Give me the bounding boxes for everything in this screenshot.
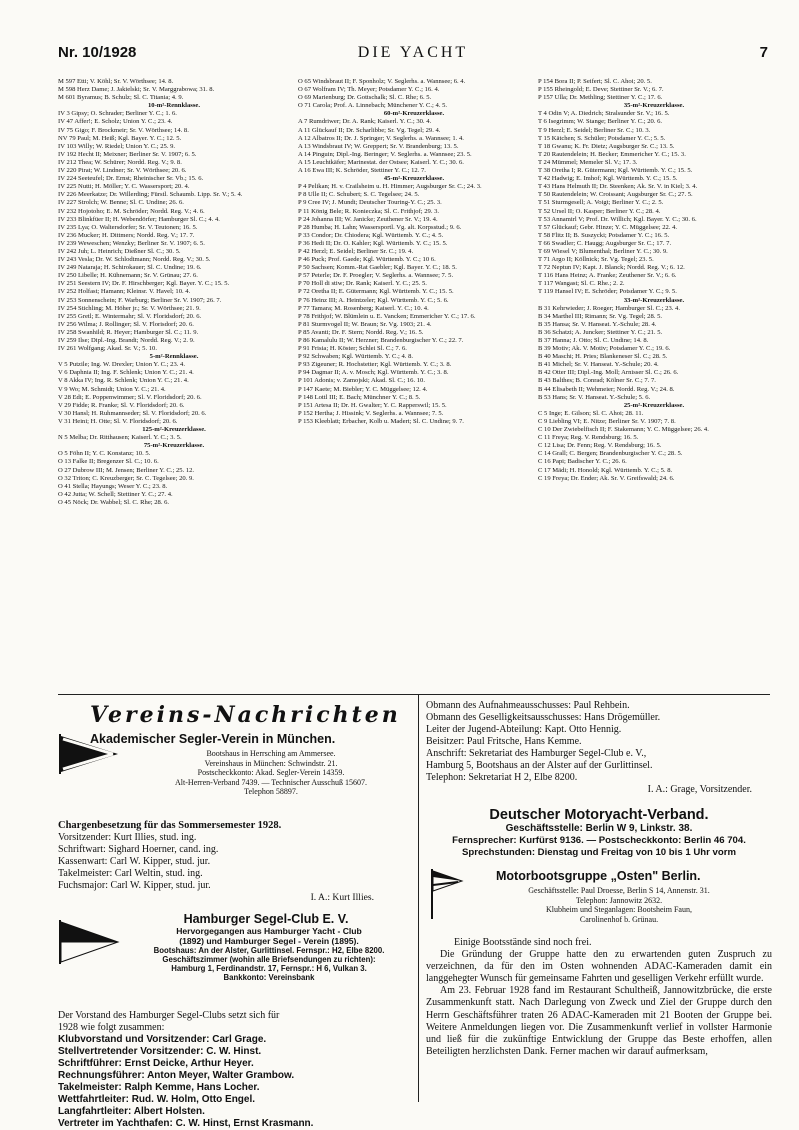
yacht-entry: A 7 Rumdriwer; Dr. A. Rank; Kaiserl. Y. C.; 30. 4. [298,118,432,126]
yacht-entry: O 71 Carola; Prof. A. Linnebach; Münchener Y. C.; 4. 5. [298,102,448,110]
yacht-entry: A 16 Ewa III; K. Schröder, Stettiner Y. C.; 12. 7. [298,167,426,175]
yacht-entry: B 53 Hans; Sr. V. Hanseat. Y.-Schule; 5. 6. [538,393,651,401]
board-line: Vertreter im Yachthafen: C. W. Hinst, Ernst Krasmann. [58,1118,314,1129]
yacht-entry: V 8 Akka IV; Ing. R. Schlenk; Union Y. C.; 21. 4. [58,377,189,385]
officer-line: Takelmeister: Carl Weltin, stud. ing. [58,868,203,879]
hsc-intro [58,1010,414,1034]
yacht-entry: P 151 Artesa II; Dr. H. Gwalter; Y. C. Rapperswil; 15. 5. [298,401,447,409]
yacht-entry: M 598 Herz Dame; J. Jakielski; Sr. V. Marggrabowa; 31. 8. [58,86,215,94]
yacht-entry: B 41 Michel; Sr. V. Hanseat. Y.-Schule; 20. 4. [538,361,659,369]
yacht-entry: T 58 Flitz II; B. Suszycki; Potsdamer Y. C.; 16. 5. [538,231,670,239]
asv-burgee-icon [58,734,120,774]
board-line: Beisitzer: Paul Fritsche, Hans Kemme. [426,736,582,747]
yacht-entry: IV 192 Hecht II; Meixner; Berliner Sr. V. 1907; 6. 5. [58,150,197,158]
info-line: Bootshaus in Herrsching am Ammersee. [206,749,336,758]
yacht-entry: V 6 Daphnia II; Ing. F. Schlenk; Union Y. C.; 21. 4. [58,369,194,377]
info-line: Bankkonto: Vereinsbank [223,973,315,982]
yacht-entry: B 35 Hansa; Sr. V. Hanseat. Y.-Schule; 28. 4. [538,320,657,328]
yacht-entry: T 117 Wangast; Sl. C. Rhe.; 2. 2. [538,280,625,288]
yacht-entry: P 86 Kamalulu II; W. Herzner; Brandenburgischer Y. C.; 22. 7. [298,337,464,344]
yacht-entry: IV 252 Holfast; Hamann; Kleinsr. V. Havel; 10. 4. [58,288,191,296]
osten-text [426,937,772,1058]
officer-line: Fuchsmajor: Carl W. Kipper, stud. jur. [58,880,211,891]
osten-paragraph-1: Einige Bootsstände sind noch frei. [454,937,592,948]
yacht-entry: B 44 Elisabeth II; Wehmeier; Nordd. Reg. V.; 24. 8. [538,385,675,393]
yacht-entry: T 38 Oretha I; R. Gütermann; Kgl. Württemb. Y. C.; 15. 5. [538,167,693,175]
osten-paragraph-2: Die Gründung der Gruppe hatte den zu erwartenden guten Zuspruch zu verzeichnen, da für den im Osten wohnenden ADAC-Kameraden damit ein langgehegter Wunsch für gemeinsame Fahrten und geselligen Verkehr erfüllt wurde. [426,949,772,985]
yacht-entry: P 147 Kaete; M. Biebler; Y. C. Müggelsee; 12. 4. [298,385,428,393]
yacht-entry: V 29 Fidde; R. Franke; Sl. V. Floridsdorf; 20. 6. [58,401,185,409]
yacht-entry: P 36 Hedi II; Dr. O. Kahler; Kgl. Württemb. Y. C.; 15. 5. [298,239,448,247]
asv-block [58,732,414,820]
yacht-entry: IV 75 Gigo; F. Brockmeir; Sr. V. Wörthsee; 14. 8. [58,126,189,134]
board-line: Anschrift: Sekretariat des Hamburger Segel-Club e. V., [426,748,647,759]
yacht-entry: P 94 Dagmar II; A. v. Mosch; Kgl. Württemb. Y. C.; 3. 8. [298,369,449,377]
yacht-entry: IV 243 Vesla; Dr. W. Schlodtmann; Nordd. Reg. V.; 30. 5. [58,256,211,264]
yacht-entry: P 77 Tamara; M. Rosenberg; Kaiserl. Y. C.; 10. 4. [298,304,429,312]
yacht-entry: IV 233 Blinkfüer II; H. Webendörfer; Hamburger Sl. C.; 4. 4. [58,215,220,223]
yacht-entry: N 5 Melba; Dr. Ritthausen; Kaiserl. Y. C.; 3. 5. [58,434,182,442]
yacht-entry: P 154 Bora II; P. Seifert; Sl. C. Ahoi; 20. 5. [538,78,652,85]
osten-burgee-icon [430,869,464,919]
yacht-entry: P 85 Avanti; Dr. F. Stern; Nordd. Reg. V.; 16. 5. [298,328,424,336]
yacht-entry: T 66 Swadler; C. Haugg; Augsburger Sr. C.; 17. 7. [538,239,672,247]
yacht-entry: O 65 Windsbraut II; F. Sponholz; V. Seglerhs. a. Wannsee; 6. 4. [298,78,466,85]
yacht-entry: NV 79 Paul; M. Heiß; Kgl. Bayer. Y. C.; 12. 5. [58,134,182,142]
info-line: Alt-Herren-Verband 7439. — Technischer Ausschuß 15607. [175,777,367,787]
board-line: Hamburg 5, Bootshaus an der Alster auf der Gurlittinsel. [426,760,653,771]
yacht-entry: C 11 Freya; Reg. V. Rendsburg; 16. 5. [538,434,639,442]
yacht-entry: T 51 Sturmgesell; A. Voigt; Berliner Y. C.; 2. 5. [538,199,664,207]
yacht-entry: M 601 Byramus; B. Schulz; Sl. C. Titania; 4. 9. [58,94,184,102]
yacht-entry: C 5 Inge; E. Gilson; Sl. C. Ahoi; 28. 11. [538,409,644,417]
yacht-entry: IV 253 Sonnenschein; F. Warburg; Berliner Sr. V. 1907; 26. 7. [58,296,222,304]
class-heading: 33-m²-Kreuzerklasse. [623,296,685,304]
dmv-title: Deutscher Motoryacht-Verband. [489,807,709,823]
hsc-block [58,912,414,1006]
yacht-entry: T 69 Wiesel V; Blumenthal; Berliner Y. C.; 30. 9. [538,247,668,255]
dmv-phone: Fernsprecher: Kurfürst 9136. — Postscheckkonto: Berlin 46 704. [452,835,746,846]
subtitle-line: Hervorgegangen aus Hamburger Yacht - Club [176,926,362,936]
officer-line: Schriftwart: Sighard Hoerner, cand. ing. [58,844,219,855]
yacht-entry: B 36 Schatzi; A. Juncker; Stettiner Y. C.; 21. 5. [538,328,663,336]
yacht-entry: IV 261 Wolfgang; Akad. Sr. V.; 5. 10. [58,345,157,353]
yacht-entry: IV 220 Pirat; W. Lindner; Sr. V. Wörthsee; 20. 6. [58,167,187,175]
yacht-entry: B 39 Motiv; Ak. V. Motiv; Potsdamer Y. C.; 19. 6. [538,345,671,353]
yacht-entry: C 16 Papi; Badischer Y. C.; 26. 6. [538,458,627,466]
yacht-entry: V 9 Wo; M. Schmidt; Union Y. C.; 21. 4. [58,385,166,393]
hsc-signature: I. A.: Grage, Vorsitzender. [647,784,752,795]
class-heading: 5-m²-Rennklasse. [149,353,199,361]
yacht-entry: IV 251 Seestern IV; Dr. F. Hirschberger; Kgl. Bayer. Y. C.; 15. 5. [58,280,230,288]
board-line: Stellvertretender Vorsitzender: C. W. Hinst. [58,1046,262,1057]
yacht-entry: IV 103 Willy; W. Riedel; Union Y. C.; 25. 9. [58,142,176,150]
yacht-entry: T 71 Argo II; Köllnick; Sr. Vg. Tegel; 23. 5. [538,256,654,264]
yacht-entry: P 70 Holl di stiw; Dr. Rank; Kaiserl. Y. C.; 25. 5. [298,280,427,288]
yacht-entry: P 9 Cree IV; J. Mundt; Deutscher Touring-Y. C.; 25. 3. [298,199,442,207]
yacht-entry: P 148 Lottl III; E. Bach; Münchner Y. C.; 8. 5. [298,393,421,401]
class-heading: 35-m²-Kreuzerklasse. [623,102,685,110]
info-line: Telephon 58897. [244,787,298,796]
yacht-entry: P 33 Condor; Dr. Chiodera; Kgl. Württemb. Y. C.; 4. 5. [298,231,444,239]
yacht-entry: IV 224 Seeteufel; Dr. Ernst; Rheinischer Sr. Vb.; 15. 6. [58,175,204,183]
yacht-entry: V 30 Hansl; H. Ruhmannseder; Sl. V. Floridsdorf; 20. 6. [58,409,207,417]
info-line: Postscheckkonto: Akad. Segler-Verein 14359. [197,768,345,777]
asv-name: Akademischer Segler-Verein in München. [90,732,336,746]
issue-number: Nr. 10/1928 [58,44,137,61]
yacht-entry: O 45 Nöck; Dr. Wabbel; Sl. C. Rhe; 28. 6. [58,498,170,506]
board-line: Telephon: Sekretariat H 2, Elbe 8200. [426,772,578,783]
yacht-entry: IV 250 Libelle; H. Kühnemann; Sr. V. Grünau; 27. 6. [58,272,198,280]
yacht-entry: P 93 Zigeuner; R. Hochstetter; Kgl. Württemb. Y. C.; 3. 8. [298,361,452,369]
yacht-entry: T 57 Glückauf; Gebr. Hinze; Y. C. Müggelsee; 22. 4. [538,223,678,231]
section-divider [58,694,770,695]
yacht-entry: IV 232 Hojotoho; E. M. Schröder; Nordd. Reg. V.; 4. 6. [58,207,205,215]
yacht-entry: T 9 Herzl; E. Seidel; Berliner Sr. C.; 10. 3. [538,126,651,134]
column-divider [418,694,419,1102]
yacht-entry: B 37 Hanna; J. Otto; Sl. C. Undine; 14. 8. [538,337,649,344]
yacht-entry: P 101 Adonis; v. Zamojski; Akad. Sl. C.; 16. 10. [298,377,425,385]
yacht-entry: P 152 Hertha; J. Hissink; V. Seglerhs. a. Wannsee; 7. 5. [298,409,444,417]
yacht-entry: T 43 Hans Helmuth II; Dr. Steenken; Ak. Sr. V. in Kiel; 3. 4. [538,183,698,191]
yacht-entry: P 46 Puck; Prof. Gaede; Kgl. Württemb. Y. C.; 10 6. [298,256,436,264]
yacht-entry: A 13 Windsbraut IV; W. Greppert; Sr. V. Brandenburg; 13. 5. [298,142,459,150]
yacht-entry: IV 212 Thea; W. Schürer; Nordd. Reg. V.; 9. 8. [58,158,182,166]
yacht-entry: V 31 Heini; H. Otte; Sl. V. Floridsdorf; 20. 6. [58,417,178,425]
yacht-entry: T 24 Mümmel; Memeler Sl. V.; 17. 3. [538,158,638,166]
yacht-entry: T 6 Isegrimm; W. Stange; Berliner Y. C.; 20. 6. [538,118,663,126]
asv-heading: Chargenbesetzung für das Sommersemester 1928. [58,820,282,831]
yacht-entry: O 67 Wolfram IV; Th. Meyer; Potsdamer Y. C.; 16. 4. [298,86,440,94]
class-heading: 10-m²-Rennklasse. [148,102,200,110]
page-header [58,44,768,70]
yacht-entry: O 41 Stella; Hayungs; Weser Y. C.; 23. 8. [58,482,168,490]
yacht-entry: IV 242 Juh; L. Heinrich; Dießner Sl. C.; 30. 5. [58,247,181,255]
yacht-entry: O 69 Marienburg; Dr. Gottschalk; Sl. C. Rhe; 6. 5. [298,94,432,102]
yacht-entry: IV 236 Mucker; H. Dittmers; Nordd. Reg. V.; 17. 7. [58,231,195,239]
yacht-entry: IV 225 Nutti; H. Möller; Y. C. Wassersport; 20. 4. [58,183,190,191]
yacht-entry: B 42 Otter III; Dipl.-Ing. Moll; Arnisser Sl. C.; 26. 6. [538,369,679,377]
yacht-entry: IV 258 Swanhild; R. Heyer; Hamburger Sl. C.; 11. 9. [58,328,199,336]
yacht-entry: O 42 Jutta; W. Schell; Stettiner Y. C.; 27. 4. [58,490,173,498]
dmv-hours: Sprechstunden: Dienstag und Freitag von 10 bis 1 Uhr vorm [461,847,736,858]
yacht-entry: T 42 Hadwig; E. Imhof; Kgl. Württemb. Y. C.; 15. 5. [538,175,678,183]
yacht-entry: C 17 Mädi; H. Honold; Kgl. Württemb. Y. C.; 5. 8. [538,466,673,474]
yacht-entry: IV 235 Lya; O. Waltersdorfer; Sr. V. Teutonen; 16. 5. [58,223,198,231]
right-news-column [426,700,772,1100]
board-line: Leiter der Jugend-Abteilung: Kapt. Otto Hennig. [426,724,622,735]
yacht-entry: T 50 Rautendelein; W. Croissant; Augsburger Sr. C.; 27. 5. [538,191,693,199]
yacht-entry: IV 259 Ilse; Dipl.-Ing. Brandt; Nordd. Reg. V.; 2. 9. [58,337,195,344]
yacht-entry: C 12 Lisa; Dr. Fenn; Reg. V. Rendsburg; 16. 5. [538,442,662,450]
yacht-entry: P 11 König Bele; R. Konieczka; Sl. C. Frithjof; 29. 3. [298,207,440,215]
yacht-entry: A 12 Albatros II; Dr. J. Springer; V. Seglerhs. a. Wannsee; 1. 4. [298,134,464,142]
osten-paragraph-3: Am 23. Februar 1928 fand im Restaurant Schultheiß, Jannowitzbrücke, die erste Zusammenkunft statt. Nach Darlegung von Zweck und Ziel der Gruppe durch den Herrn Geschäftsführer traten 26 ADAC-Kameraden mit 21 Booten der Gruppe bei. Weitere Anmeldungen liegen vor. Die Zusammenkunft verlief in vollster Harmonie und ließ für die zukünftige Entwicklung der Gruppe das Beste erhoffen, allen Beteiligten herzlichsten Dank. Ferner machen wir darauf aufmerksam, [426,985,772,1057]
class-heading: 45-m²-Kreuzerklasse. [383,175,445,183]
yacht-entry: P 8 Ulle II; C. Schubert; S. C. Tegelsee; 24. 5. [298,191,420,199]
yacht-entry: C 9 Liebling VI; E. Nitze; Berliner Sr. V. 1907; 7. 8. [538,417,676,425]
yacht-entry: T 15 Kätchen; S. Schüler; Potsdamer Y. C.; 5. 5. [538,134,666,142]
yacht-entry: O 27 Dubrow III; M. Jensen; Berliner Y. C.; 25. 12. [58,466,195,474]
magazine-title: DIE YACHT [357,44,469,61]
yacht-entry: B 43 Balthes; B. Conrad; Kölner Sr. C.; 7. 7. [538,377,656,385]
hsc-info [124,946,414,982]
asv-officers [58,820,414,904]
yacht-entry: P 78 Frithjof; W. Blümlein u. E. Vancken; Emmericher Y. C.; 17. 6. [298,312,476,320]
yacht-entry: IV 256 Wilma; J. Rollinger; Sl. V. Florisdorf; 20. 6. [58,320,194,328]
yacht-entry: P 81 Sturmvogel II; W. Braun; Sr. Vg. 1903; 21. 4. [298,320,432,328]
board-line: Obmann des Geselligkeitsausschusses: Hans Drögemüller. [426,712,661,723]
board-line: Klubvorstand und Vorsitzender: Carl Grage. [58,1034,267,1045]
asv-signature: I. A.: Kurt Illies. [310,892,374,903]
yacht-entry: B 34 Marthel III; Rimann; Sr. Vg. Tegel; 28. 5. [538,312,663,320]
registry-column-2 [298,78,530,692]
yacht-entry: C 19 Freya; Dr. Ender; Ak. Sr. V. Greifswald; 24. 6. [538,474,675,482]
yacht-entry: T 52 Ursel II; O. Kasper; Berliner Y. C.; 28. 4. [538,207,661,215]
info-line: Geschäftszimmer (wohin alle Briefsendungen zu richten): [162,955,376,964]
yacht-entry: IV 3 Gipsy; O. Schrader; Berliner Y. C.; 1. 6. [58,110,177,118]
info-line: Carolinenhof b. Grünau. [579,914,659,924]
class-heading: 25-m²-Kreuzerklasse. [623,401,685,409]
officer-line: Vorsitzender: Kurt Illies, stud. ing. [58,832,197,843]
yacht-entry: T 72 Neptun IV; Kapt. J. Blanck; Nordd. Reg. V.; 6. 12. [538,264,685,272]
intro-line: 1928 wie folgt zusammen: [58,1022,165,1033]
yacht-entry: IV 227 Strolch; W. Benne; Sl. C. Undine; 26. 6. [58,199,184,207]
yacht-entry: M 597 Etti; V. Köhl; Sr. V. Wörthsee; 14. 8. [58,78,174,85]
yacht-entry: P 92 Schwaben; Kgl. Württemb. Y. C.; 4. 8. [298,353,414,361]
board-line: Schriftführer: Ernst Deicke, Arthur Heyer. [58,1058,254,1069]
yacht-entry: P 91 Frisia; H. Köster; Schlei Sl. C.; 7. 6. [298,345,407,353]
yacht-entry: O 5 Föhn II; Y. C. Konstanz; 10. 5. [58,450,151,458]
board-line: Wettfahrtleiter: Rud. W. Holm, Otto Engel. [58,1094,256,1105]
yacht-entry: B 31 Kehrwieder; J. Roeger; Hamburger Sl. C.; 23. 4. [538,304,680,312]
yacht-entry: IV 249 Nataraja; H. Schirokauer; Sl. C. Undine; 19. 6. [58,264,202,272]
yacht-entry: V 28 Edi; E. Poppenwimmer; Sl. V. Floridsdorf; 20. 6. [58,393,202,401]
hsc-subtitle [124,926,414,946]
yacht-entry: A 15 Leuchtkäfer; Marinestat. der Ostsee; Kaiserl. Y. C.; 30. 6. [298,158,464,166]
yacht-entry: P 72 Oretha II; E. Gütermann; Kgl. Württemb. Y. C.; 15. 5. [298,288,454,296]
yacht-entry: IV 255 Gretl; E. Wintermahr; Sl. V. Floridsdorf; 20. 6. [58,312,202,320]
yacht-entry: B 40 Maschi; H. Pries; Blankeneser Sl. C.; 28. 5. [538,353,668,361]
yacht-entry: P 153 Kleeblatt; Erbacher, Kolb u. Madert; Sl. C. Undine; 9. 7. [298,417,464,425]
yacht-entry: T 4 Odin V; A. Diedrich; Stralsunder Sr. V.; 16. 5. [538,110,670,118]
page-number: 7 [759,44,768,61]
yacht-entry: P 50 Sachsen; Komm.-Rat Gaebler; Kgl. Bayer. Y. C.; 18. 5. [298,264,457,272]
yacht-entry: IV 239 Weweschen; Wenzky; Berliner Sr. V. 1907; 6. 5. [58,239,205,247]
yacht-entry: P 42 Herzl; E. Seidel; Berliner Sr. C.; 19. 4. [298,247,414,255]
yacht-entry: P 4 Pelikan; H. v. Crailsheim u. H. Himmer; Augsburger Sr. C.; 24. 3. [298,183,482,191]
info-line: Geschäftsstelle: Paul Droesse, Berlin S 14, Annenstr. 31. [528,886,710,895]
yacht-entry: C 14 Grall; C. Bergen; Brandenburgischer Y. C.; 28. 5. [538,450,683,458]
yacht-entry: IV 226 Meerkatze; Dr. Willerding; Fürstl. Schaumb. Lipp. Sr. V.; 5. 4. [58,191,243,199]
intro-line: Der Vorstand des Hamburger Segel-Clubs setzt sich für [58,1010,280,1021]
info-line: Vereinshaus in München: Schwindstr. 21. [204,758,338,768]
hsc-board-list [58,1034,414,1130]
yacht-entry: P 28 Humba; H. Lahn; Wassersportl. Vg. alt. Korpsstud.; 9. 6. [298,223,462,231]
board-line: Langfahrtleiter: Albert Holsten. [58,1106,205,1117]
yacht-entry: P 157 Ulla; Dr. Methling; Stettiner Y. C.; 17. 6. [538,94,663,102]
yacht-entry: P 24 Johanna III; W. Janicke; Zeuthener Sr. V.; 19. 4. [298,215,438,223]
info-line: Klubheim und Steganlagen: Bootsheim Faun, [546,905,692,914]
yacht-entry: IV 254 Stichling; M. Höher jr.; Sr. V. Wörthsee; 21. 9. [58,304,201,312]
registry-column-3 [538,78,770,692]
info-line: Telephon: Jannowitz 2632. [575,895,663,905]
class-heading: 60-m²-Kreuzerklasse. [383,110,445,118]
asv-officer-list [58,832,414,892]
asv-info [128,749,414,797]
board-line: Rechnungsführer: Anton Meyer, Walter Grambow. [58,1070,295,1081]
vereins-nachrichten [58,700,414,1129]
board-line: Takelmeister: Ralph Kemme, Hans Locher. [58,1082,260,1093]
yacht-entry: T 20 Rautendelein; H. Becker; Emmericher Y. C.; 15. 3. [538,150,686,158]
board-line: Obmann des Aufnahmeausschusses: Paul Rehbein. [426,700,630,711]
yacht-entry: A 14 Pinguin; Dipl.-Ing. Beringer; V. Seglerhs. a. Wannsee; 23. 5. [298,150,472,158]
officer-line: Kassenwart: Carl W. Kipper, stud. jur. [58,856,211,867]
yacht-entry: T 116 Hans Heinz; A. Franke; Zeuthener Sr. V.; 6. 6. [538,272,677,280]
yacht-entry: T 53 Annamirl V; Prof. Dr. Willich; Kgl. Bayer. Y. C.; 30. 6. [538,215,697,223]
info-line: Hamburg 1, Ferdinandstr. 17, Fernspr.: H 6, Vulkan 3. [171,964,367,973]
yacht-entry: O 32 Triton; C. Kreuzberger; Sr. C. Tegelsee; 20. 9. [58,474,194,482]
yacht-entry: O 13 Falke II; Bregenzer Sl. C.; 10. 6. [58,458,159,466]
yacht-entry: C 10 Der Zwiebelfisch II; F. Stakemann; Y. C. Müggelsee; 26. 4. [538,426,709,434]
registry-columns [58,78,770,692]
hsc-board-continued [426,700,772,784]
hsc-burgee-icon [58,920,120,964]
osten-info [466,886,772,924]
yacht-entry: P 76 Heinz III; A. Heintzeler; Kgl. Württemb. Y. C.; 5. 6. [298,296,449,304]
yacht-entry: T 18 Gwanu; K. Fr. Dietz; Augsburger Sr. C.; 13. 5. [538,142,675,150]
osten-name: Motorbootsgruppe „Osten" Berlin. [496,869,701,883]
class-heading: 125-m²-Kreuzerklasse. [142,426,206,434]
yacht-entry: V 5 Putzile; Ing. W. Drexler; Union Y. C.; 23. 4. [58,361,185,369]
yacht-entry: P 155 Rheingold; E. Deve; Stettiner Sr. V.; 6. 7. [538,86,664,94]
yacht-entry: P 57 Peterle; Dr. F. Proegler; V. Seglerhs. a. Wannsee; 7. 5. [298,272,454,280]
osten-block [426,869,772,937]
registry-column-1 [58,78,290,692]
dmv-address: Geschäftsstelle: Berlin W 9, Linkstr. 38. [505,823,693,834]
hsc-name: Hamburger Segel-Club E. V. [183,912,349,926]
info-line: Bootshaus: An der Alster, Gurlittinsel. Fernspr.: H2, Elbe 8200. [153,946,385,955]
yacht-entry: T 119 Hansel IV; E. Schröder; Potsdamer Y. C.; 9. 5. [538,288,677,296]
yacht-entry: A 11 Glückauf II; Dr. Scharlibbe; Sr. Vg. Tegel; 29. 4. [298,126,441,134]
subtitle-line: (1892) und Hamburger Segel - Verein (1895). [179,936,359,946]
hsc-board [58,1010,414,1130]
section-title: Vereins-Nachrichten [90,702,401,728]
yacht-entry: IV 47 Affer!; E. Scholz; Union Y. C.; 23. 4. [58,118,173,126]
class-heading: 75-m²-Kreuzerklasse. [143,442,205,450]
